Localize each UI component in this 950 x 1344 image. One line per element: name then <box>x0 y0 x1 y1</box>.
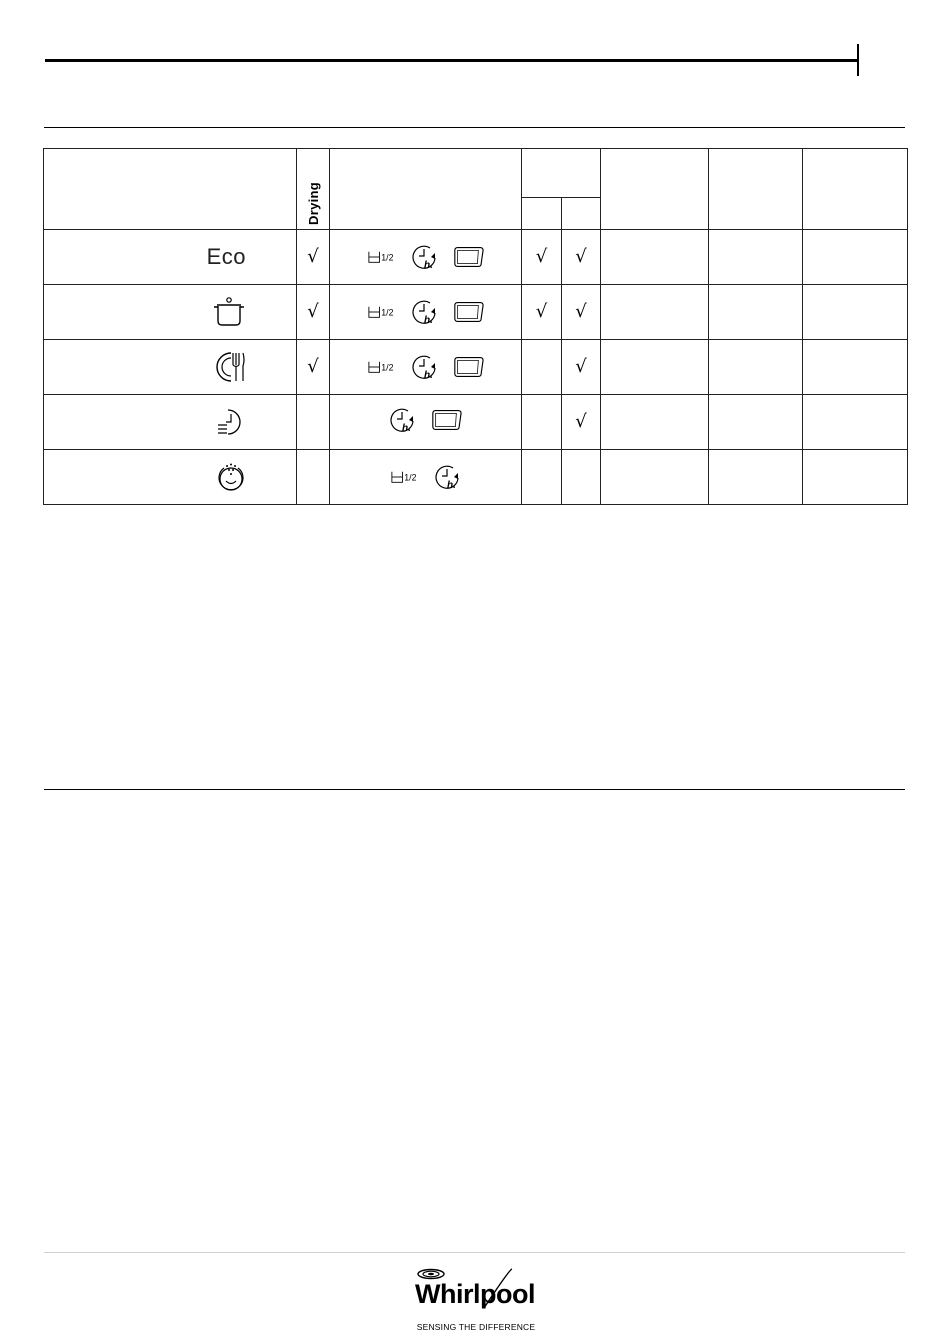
drying-check: √ <box>307 355 319 377</box>
header-group <box>522 149 601 198</box>
eco-program-label: Eco <box>206 244 246 269</box>
tablet-icon <box>452 245 484 269</box>
tablet-icon <box>452 300 484 324</box>
empty-cell <box>709 450 803 505</box>
col-a-check: √ <box>535 245 548 267</box>
empty-cell <box>601 340 709 395</box>
table-row <box>44 450 908 505</box>
header-col-8 <box>803 149 908 230</box>
col-b-check: √ <box>575 410 587 432</box>
footer-rule <box>44 1252 905 1253</box>
brand-tagline: SENSING THE DIFFERENCE <box>416 1322 536 1332</box>
program-table <box>43 148 908 505</box>
table-row <box>44 285 908 340</box>
delay-timer-icon <box>412 354 438 380</box>
half-load-icon <box>368 359 398 375</box>
table-row <box>44 230 908 285</box>
empty-cell <box>709 340 803 395</box>
col-a-check: √ <box>535 300 548 322</box>
options-group <box>368 354 484 380</box>
options-group <box>368 299 484 325</box>
header-col-6 <box>601 149 709 230</box>
delay-timer-icon <box>412 244 438 270</box>
half-load-icon <box>368 249 398 265</box>
section-rule <box>44 789 905 790</box>
empty-cell <box>709 230 803 285</box>
header-col-7 <box>709 149 803 230</box>
col-b-check: √ <box>575 245 587 267</box>
tablet-icon <box>452 355 484 379</box>
empty-cell <box>803 285 908 340</box>
delay-timer-icon <box>390 407 416 433</box>
header-drying <box>297 149 330 230</box>
pot-icon <box>212 296 246 328</box>
header-sub-a <box>522 197 562 229</box>
drying-check: √ <box>307 300 319 322</box>
empty-cell <box>601 230 709 285</box>
options-group <box>391 464 461 490</box>
header-rule-tick <box>857 44 859 76</box>
empty-cell <box>803 230 908 285</box>
half-load-icon <box>368 304 398 320</box>
section-rule <box>44 127 905 128</box>
empty-cell <box>803 450 908 505</box>
tablet-icon <box>430 408 462 432</box>
fast-clock-icon <box>216 407 246 437</box>
header-program <box>44 149 297 230</box>
empty-cell <box>601 395 709 450</box>
plate-cutlery-icon <box>214 350 246 384</box>
program-cell <box>44 340 297 395</box>
half-load-icon <box>391 469 421 485</box>
drying-check: √ <box>307 245 319 267</box>
program-cell <box>44 395 297 450</box>
col-b-check: √ <box>575 300 587 322</box>
delay-timer-icon <box>412 299 438 325</box>
header-rule <box>45 59 859 62</box>
empty-cell <box>803 340 908 395</box>
empty-cell <box>803 395 908 450</box>
whirlpool-logo <box>414 1268 540 1314</box>
empty-cell <box>601 285 709 340</box>
program-cell <box>44 285 297 340</box>
header-options <box>330 149 522 230</box>
empty-cell <box>601 450 709 505</box>
rinse-face-icon <box>216 462 246 492</box>
options-group <box>390 407 462 433</box>
empty-cell <box>709 285 803 340</box>
drying-label: Drying <box>305 182 321 225</box>
table-row <box>44 340 908 395</box>
table-row <box>44 395 908 450</box>
program-cell <box>44 230 297 285</box>
logo-wordmark: Whirlpool <box>415 1279 535 1309</box>
delay-timer-icon <box>435 464 461 490</box>
header-sub-b <box>562 197 601 229</box>
options-group <box>368 244 484 270</box>
empty-cell <box>709 395 803 450</box>
program-cell <box>44 450 297 505</box>
col-b-check: √ <box>575 355 587 377</box>
